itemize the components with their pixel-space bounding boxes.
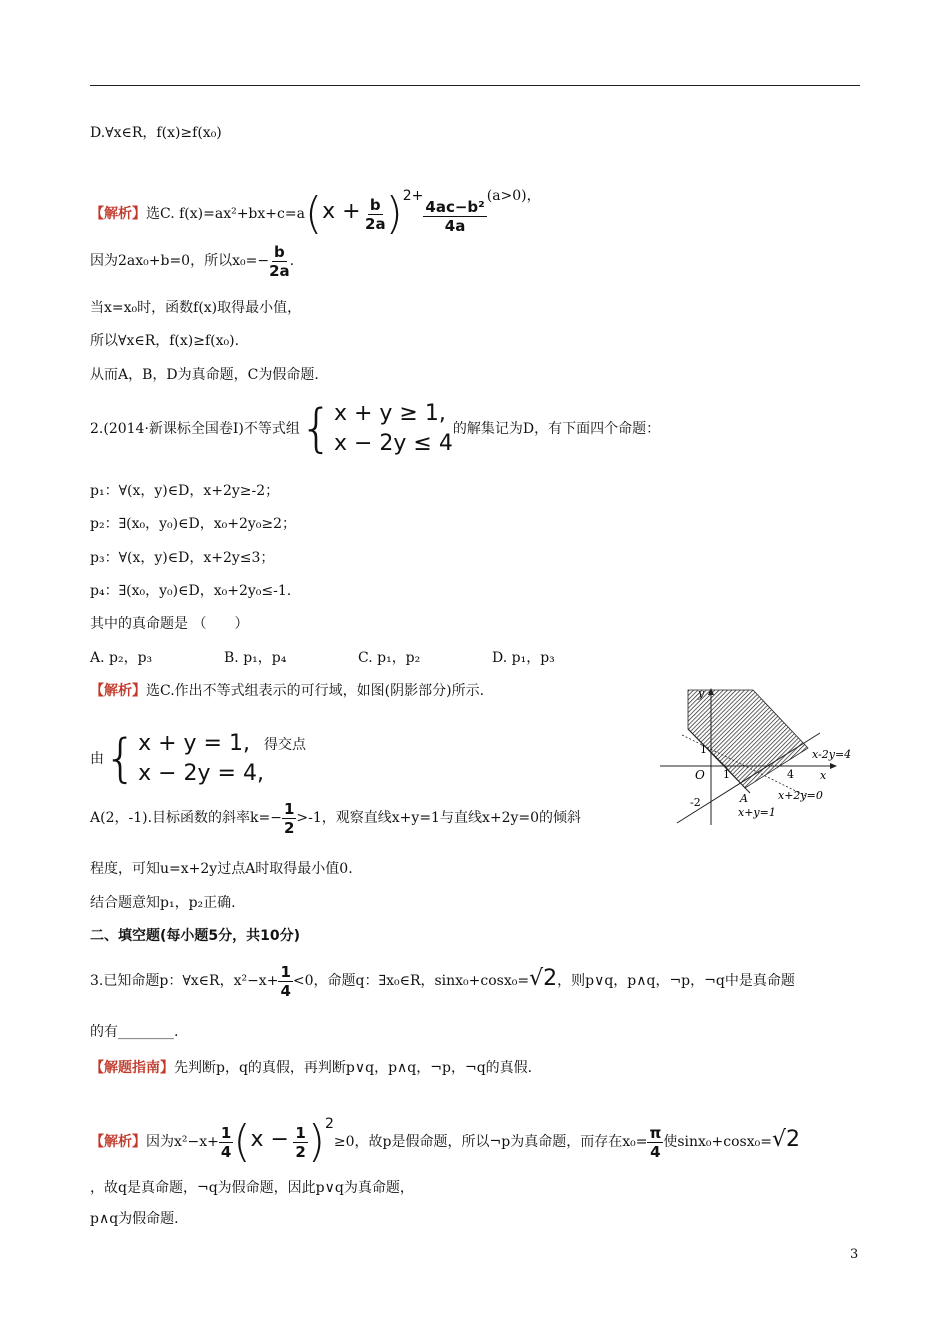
q2-sol3-lead: A(2，-1).目标函数的斜率k=− — [90, 810, 282, 826]
q3-guide — [90, 1058, 532, 1078]
q2-you: 由 — [90, 751, 104, 767]
q2-option-c: C. p₁，p₂ — [358, 650, 421, 666]
q1-sup2: 2 — [402, 188, 412, 204]
q1-x-plus: x + — [322, 199, 361, 224]
q3-frac-1-4-b: $\frac{1}{4}$ — [220, 1123, 232, 1161]
q2-option-a: A. p₂，p₃ — [90, 650, 153, 666]
y-axis-label: y — [698, 687, 705, 700]
q1-line2-text: 因为2ax₀+b=0，所以x₀=− — [90, 253, 270, 269]
right-paren: ) — [385, 188, 403, 239]
q2-ineq1: x + y ≥ 1, — [333, 401, 446, 426]
q2-ask: 其中的真命题是 （ ） — [90, 616, 249, 632]
q2-inequality-system — [300, 399, 453, 459]
q2-sol1: 选C.作出不等式组表示的可行域，如图(阴影部分)所示. — [146, 683, 485, 699]
q2-eq2: x − 2y = 4, — [138, 761, 264, 786]
x-axis-label: x — [820, 769, 827, 782]
point-a-label: A — [740, 792, 748, 805]
q2-frac-1-2: $\frac{1}{2}$ — [283, 799, 295, 837]
q2-options — [90, 648, 555, 668]
feasible-region-graph — [660, 685, 860, 825]
q2-solution-line1 — [90, 681, 484, 701]
q3-stem-lead: 3.已知命题p：∀x∈R，x²−x+ — [90, 973, 279, 989]
left-paren: ( — [233, 1116, 251, 1167]
q2-option-d: D. p₁，p₃ — [492, 650, 555, 666]
x-axis-arrow — [830, 763, 837, 769]
q3-sol-mid: ≥0，故p是假命题，所以¬p为真命题，而存在x₀= — [333, 1134, 648, 1150]
q1-frac-b-2a-2: $\frac{b}{2a}$ — [269, 242, 290, 280]
tick-x-1: 1 — [723, 768, 730, 781]
q1-solution-line1 — [90, 170, 541, 240]
q2-solution-line3 — [90, 796, 581, 840]
page-number: 3 — [850, 1247, 859, 1262]
header-rule — [90, 85, 860, 86]
brace: { — [299, 399, 333, 459]
q2-p2: p₂：∃(x₀，y₀)∈D，x₀+2y₀≥2； — [90, 516, 297, 532]
q1-line4: 所以∀x∈R，f(x)≥f(x₀). — [90, 333, 240, 349]
q1-sol-lead: 选C. f(x)=ax²+bx+c=a — [146, 206, 305, 222]
q3-sup2: 2 — [325, 1116, 334, 1132]
q3-stem-mid: <0，命题q：∃x₀∈R，sinx₀+cosx₀= — [292, 973, 530, 989]
label-x-minus-2y: x-2y=4 — [812, 748, 852, 761]
q3-sol2: ，故q是真命题，¬q为假命题，因此p∨q为真命题， — [90, 1180, 414, 1196]
q2-p1: p₁：∀(x，y)∈D，x+2y≥-2； — [90, 483, 280, 499]
q2-equation-system — [104, 729, 264, 789]
right-paren: ) — [307, 1116, 325, 1167]
q2-stem — [90, 397, 660, 461]
solution-tag: 【解析】 — [90, 1134, 146, 1150]
section-heading: 二、填空题(每小题5分，共10分) — [90, 928, 301, 944]
q2-stem-lead: 2.(2014·新课标全国卷Ⅰ)不等式组 — [90, 421, 300, 437]
q2-eq1: x + y = 1, — [138, 731, 250, 756]
label-x-plus-y: x+y=1 — [738, 806, 776, 819]
q3-frac-1-4: $\frac{1}{4}$ — [280, 962, 291, 1000]
solution-tag: 【解析】 — [90, 683, 146, 699]
q3-sol-lead: 因为x²−x+ — [146, 1134, 219, 1150]
tick-x-4: 4 — [787, 768, 794, 781]
q2-ineq2: x − 2y ≤ 4 — [333, 431, 453, 456]
q1-line5: 从而A，B，D为真命题，C为假命题. — [90, 367, 319, 383]
q3-sol-mid2: 使sinx₀+cosx₀= — [663, 1134, 772, 1150]
left-paren: ( — [304, 188, 323, 239]
tick-y-neg2: -2 — [690, 796, 701, 809]
q1-line2-end: . — [289, 253, 295, 269]
sqrt-two: √2 — [529, 966, 558, 991]
sqrt-two: √2 — [771, 1127, 800, 1152]
brace: { — [104, 729, 138, 789]
q2-option-b: B. p₁，p₄ — [224, 650, 287, 666]
q2-stem-tail: 的解集记为D，有下面四个命题： — [452, 421, 661, 437]
guide-tag: 【解题指南】 — [90, 1060, 174, 1076]
q2-sol5: 结合题意知p₁，p₂正确. — [90, 895, 236, 911]
q1-plus: + — [411, 188, 424, 204]
q3-stem-tail: ，则p∨q，p∧q，¬p，¬q中是真命题 — [557, 973, 795, 989]
q3-frac-pi-4: $\frac{\pi}{4}$ — [649, 1123, 662, 1161]
q3-sol3: p∧q为假命题. — [90, 1211, 179, 1227]
tick-y-1: 1 — [700, 743, 707, 756]
q1-frac-4ac: $\frac{\text{4ac−b²}}{4a}$ — [425, 198, 485, 235]
q1-solution-line2 — [90, 241, 294, 281]
q3-stem-line2: 的有________. — [90, 1024, 179, 1040]
q3-x-minus: x − — [250, 1127, 289, 1152]
q3-stem-line1 — [90, 955, 795, 1005]
q2-sol3-tail: >-1，观察直线x+y=1与直线x+2y=0的倾斜 — [296, 810, 582, 826]
q2-p4: p₄：∃(x₀，y₀)∈D，x₀+2y₀≤-1. — [90, 583, 292, 599]
solution-tag: 【解析】 — [90, 206, 146, 222]
q1-option-d: D.∀x∈R，f(x)≥f(x₀) — [90, 125, 222, 141]
origin-label: O — [695, 768, 705, 782]
q3-solution-line1 — [90, 1098, 800, 1168]
q1-line3: 当x=x₀时，函数f(x)取得最小值， — [90, 300, 302, 316]
q2-solution-system — [90, 713, 306, 791]
q1-frac-b-2a: $\frac{b}{2a}$ — [365, 195, 386, 233]
q3-guide-text: 先判断p，q的真假，再判断p∨q，p∧q，¬p，¬q的真假. — [174, 1060, 533, 1076]
label-x-plus-2y: x+2y=0 — [778, 789, 823, 802]
q3-frac-half: $\frac{1}{2}$ — [295, 1123, 306, 1161]
q1-sol-tail: (a>0)， — [486, 188, 541, 204]
q2-get-point: 得交点 — [263, 737, 306, 753]
q2-sol4: 程度，可知u=x+2y过点A时取得最小值0. — [90, 861, 353, 877]
q2-p3: p₃：∀(x，y)∈D，x+2y≤3； — [90, 550, 275, 566]
